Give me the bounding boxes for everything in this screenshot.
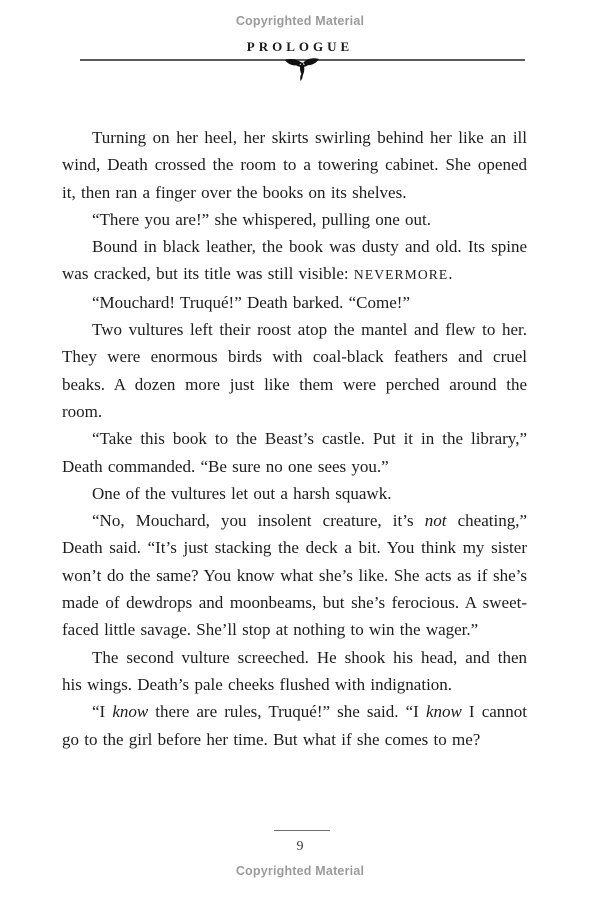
paragraph: “Take this book to the Beast’s castle. Put it in the library,” Death commanded. “Be sure no one sees you.” xyxy=(62,429,527,476)
paragraph: “Mouchard! Truqué!” Death barked. “Come!” xyxy=(92,292,410,312)
paragraph: One of the vultures let out a harsh squawk. xyxy=(92,483,392,503)
body-text xyxy=(62,124,527,753)
paragraph: “There you are!” she whispered, pulling one out. xyxy=(92,209,431,229)
copyright-notice-top: Copyrighted Material xyxy=(235,14,365,28)
paragraph: Two vultures left their roost atop the mantel and flew to her. They were enormous birds with coal-black feathers and cruel beaks. A dozen more just like them were perched around the room. xyxy=(62,320,527,421)
page-number: 9 xyxy=(296,839,304,854)
leaf-ornament-icon xyxy=(284,58,320,82)
chapter-title: PROLOGUE xyxy=(246,39,354,54)
paragraph: “No, Mouchard, you insolent creature, it’s not cheating,” Death said. “It’s just stacking the deck a bit. You think my sister won’t do the same? You know what she’s like. She acts as if she’s made of dewdrops and moonbeams, but she’s ferocious. A sweet-faced little savage. She’ll stop at nothing to win the wager.” xyxy=(62,511,528,640)
paragraph: “I know there are rules, Truqué!” she said. “I know I cannot go to the girl before her time. But what if she comes to me? xyxy=(62,702,528,749)
copyright-notice-bottom: Copyrighted Material xyxy=(235,864,365,878)
paragraph: The second vulture screeched. He shook his head, and then his wings. Death’s pale cheeks flushed with indignation. xyxy=(62,647,527,694)
footer-rule xyxy=(274,830,330,831)
paragraph: Bound in black leather, the book was dusty and old. Its spine was cracked, but its title was still visible: NEVERMORE. xyxy=(62,237,527,284)
paragraph: Turning on her heel, her skirts swirling behind her like an ill wind, Death crossed the room to a towering cabinet. She opened it, then ran a finger over the books on its shelves. xyxy=(62,128,527,202)
